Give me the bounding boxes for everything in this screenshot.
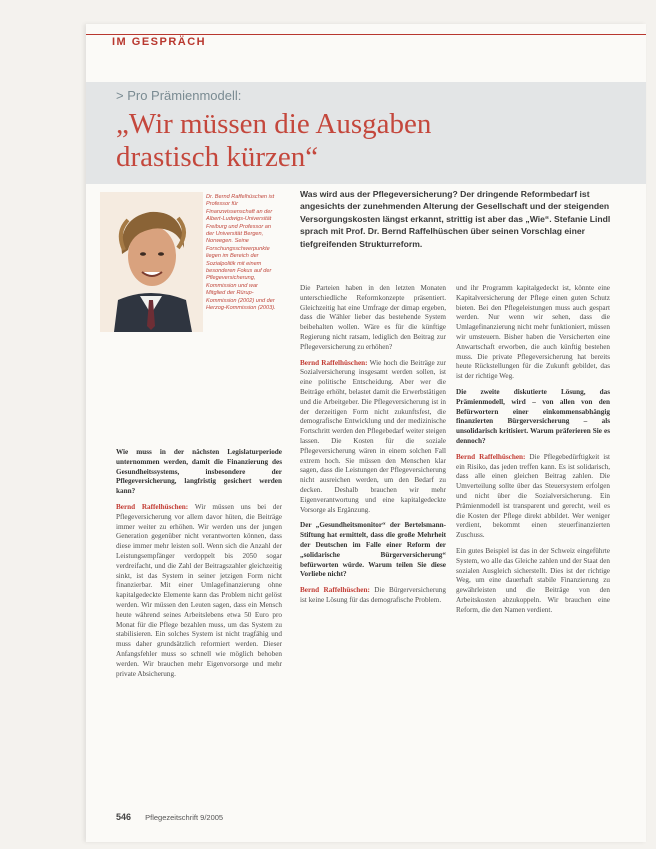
paragraph-text: Ein gutes Beispiel ist das in der Schweiz eingeführte System, wo alle das Gleiche zahlen und der Staat den sozialen Ausgleich sicherstellt. Dies ist der richtige Weg, um eine dauerhaft stabile Finanzierung zu gewährleisten und die Beiträge von den Arbeitskosten abzukoppeln. Wir brauchen eine Reform, die den Namen verdient.	[456, 546, 610, 614]
paragraph-text: Der „Gesundheitsmonitor“ der Bertelsmann-Stiftung hat ermittelt, dass die große Mehrheit der Deutschen im Falle einer Reform der „solidarische Bürgerversicherung“ befürworten würde. Warum teilen Sie diese Vorliebe nicht?	[300, 521, 446, 579]
paragraph-text: Die Parteien haben in den letzten Monaten unterschiedliche Reformkonzepte präsentiert. Gleichzeitig hat eine Umfrage der dimap ergeben, dass die Wähler lieber das bestehende System beibehalten wollen. Wäre es für die künftige Regierung nicht ratsam, lediglich den Beitrag zur Pflegeversicherung zu erhöhen?	[300, 284, 446, 351]
interview-question	[116, 448, 282, 497]
article-title: „Wir müssen die Ausgaben drastisch kürzen“	[116, 108, 432, 173]
interview-answer	[300, 586, 446, 606]
portrait-illustration	[100, 192, 203, 332]
interview-answer	[116, 503, 282, 679]
body-paragraph	[456, 284, 610, 382]
journal-name: Pflegezeitschrift 9/2005	[145, 813, 224, 822]
column-left	[116, 448, 282, 806]
paragraph-text: Die zweite diskutierte Lösung, das Prämienmodell, wird – von allen von den Befürwortern einer einkommensabhängig finanzierten Bürgerversicherung – als unsolidarisch kritisiert. Warum präferieren Sie es dennoch?	[456, 387, 610, 445]
paragraph-text: und ihr Programm kapitalgedeckt ist, könnte eine Kapitalversicherung der Pflege einen guten Schutz bieten. Bei den Pflegeleistungen muss auch gespart werden. Nur wenn wir sehen, dass die Umlagefinanzierung nicht mehr funktioniert, müssen wir umsteuern. Bisher haben die Versicherten eine Anwartschaft erworben, die auch künftig bestehen muss. Die private Pflegeversicherung hat bereits heute Rückstellungen für die Zukunft gebildet, das ist der richtige Weg.	[456, 284, 610, 381]
column-right	[456, 284, 610, 806]
interview-answer	[456, 453, 610, 541]
paragraph-text: Wie hoch die Beiträge zur Sozialversicherung insgesamt werden sollen, ist eine politische Entscheidung. Aber wer die Beiträge erhöht, belastet damit die Erwerbstätigen und die Arbeitgeber. Die Pflegeversicherung ist in der derzeitigen Form nicht zukunftsfest, die demografische Entwicklung und der medizinische Fortschritt werden den Pflegebedarf weiter steigen lassen. Die Kosten für die soziale Pflegeversicherung wären in einem solchen Fall extrem hoch. Sie müssen den Menschen klar sagen, dass die Leistungen der Pflegeversicherung nicht ausreichen werden, um den Bedarf zu decken. Deshalb brauchen wir mehr Eigenverantwortung und eine kapitalgedeckte Vorsorge als Ergänzung.	[300, 358, 446, 514]
speaker-name: Bernd Raffelhüschen:	[116, 502, 195, 511]
paragraph-text: Wir müssen uns bei der Pflegeversicherung vor allem davor hüten, die Beiträge immer weiter zu erhöhen. Wir werden uns der jungen Generation gegenüber nicht verantworten können, dass diese immer mehr leisten soll. Wenn sich die Anzahl der Leistungsempfänger verdoppelt bis 2050 sogar verdreifacht, und die Zahl der Beitragszahler gleichzeitig sinkt, ist das System in seiner jetzigen Form nicht finanzierbar. Mit einer Umlagefinanzierung ohne kapitalgedeckte Elemente kann das Problem nicht gelöst werden. Wir müssen den Leuten sagen, dass ein Mensch heute während seines Arbeitslebens etwa 50 Euro pro Monat für die Pflege bezahlen muss, um das System zu stabilisieren. Ein solches System ist nicht tragfähig und muss daher grundsätzlich reformiert werden. Dieser Anfangsfehler muss so schnell wie möglich behoben werden. Wir brauchen mehr Eigenvorsorge und mehr private Absicherung.	[116, 502, 282, 678]
page-footer	[116, 812, 223, 822]
article-intro: Was wird aus der Pflegeversicherung? Der dringende Reformbedarf ist angesichts der zunehmenden Alterung der Gesellschaft und der steigenden Versorgungskosten längst erkannt, strittig ist aber das „Wie“. Stefanie Lindl sprach mit Prof. Dr. Bernd Raffelhüschen über seinen Vorschlag einer tiefgreifenden Strukturreform.	[300, 189, 611, 249]
portrait-caption: Dr. Bernd Raffelhüschen ist Professor für Finanzwissenschaft an der Albert-Ludwigs-Universität Freiburg und Professor an der Universität Bergen, Norwegen. Seine Forschungsschwerpunkte liegen im Bereich der Sozialpolitik mit einem besonderen Fokus auf der Pflegeversicherung, Kommission und war Mitglied der Rürup-Kommission (2002) und der Herzog-Kommission (2003).	[206, 194, 276, 312]
interview-question	[456, 388, 610, 447]
speaker-name: Bernd Raffelhüschen:	[300, 358, 370, 367]
interview-answer	[300, 359, 446, 516]
body-paragraph	[300, 284, 446, 353]
paragraph-text: Die Bürgerversicherung ist keine Lösung für das demografische Problem.	[300, 586, 446, 604]
portrait-photo	[100, 192, 203, 332]
paragraph-text: Wie muss in der nächsten Legislaturperiode unternommen werden, damit die Finanzierung des Gesundheitssystems, insbesondere der Pflegeversicherung, langfristig gesichert werden kann?	[116, 448, 282, 496]
column-middle	[300, 284, 446, 806]
body-paragraph	[456, 547, 610, 616]
speaker-name: Bernd Raffelhüschen:	[456, 452, 530, 461]
page-number: 546	[116, 812, 132, 822]
interview-question	[300, 521, 446, 580]
speaker-name: Bernd Raffelhüschen:	[300, 586, 375, 595]
section-label: IM GESPRÄCH	[112, 36, 207, 48]
headline-kicker: > Pro Prämienmodell:	[116, 88, 242, 103]
paragraph-text: Die Pflegebedürftigkeit ist ein Risiko, das jeden treffen kann. Es ist solidarisch, dass alle einen gleichen Beitrag zahlen. Die Umverteilung sollte über das Steuersystem erfolgen und nicht über die Sozialversicherung. Ein Prämienmodell ist transparent und gerecht, weil es die Kosten der Pflege direkt abbildet. Wer weniger verdient, bekommt einen steuerfinanzierten Zuschuss.	[456, 452, 610, 540]
